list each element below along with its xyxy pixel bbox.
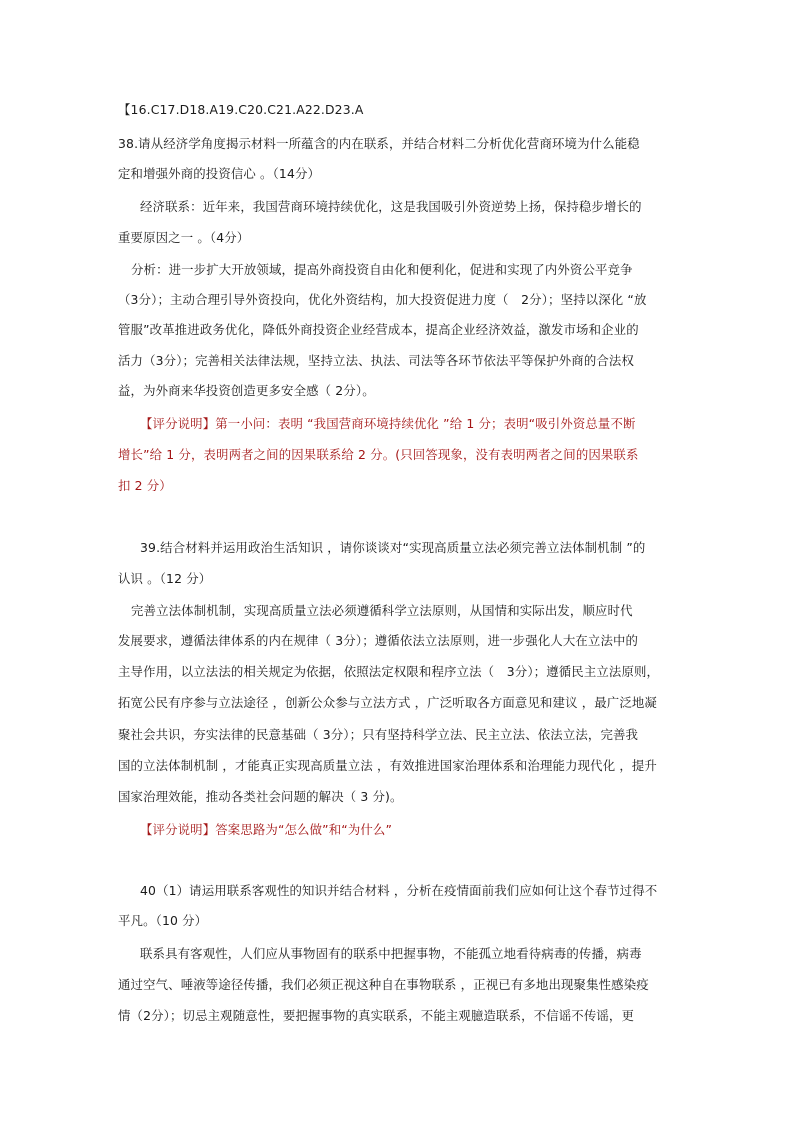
q40-answer-line-3: 情（2分）；切忌主观随意性，要把握事物的真实联系，不能主观臆造联系，不信谣不传谣，更: [118, 1008, 634, 1023]
q38-question-line-2: 定和增强外商的投资信心 。（14分）: [118, 166, 321, 181]
q38-econ-line-1: 经济联系：近年来，我国营商环境持续优化，这是我国吸引外资逆势上扬，保持稳步增长的: [140, 199, 642, 214]
q38-analysis-line-1: 分析：进一步扩大开放领域，提高外商投资自由化和便利化，促进和实现了内外资公平竞争: [131, 262, 633, 277]
q38-econ-line-2: 重要原因之一 。（4分）: [118, 230, 250, 245]
q39-answer-line-3: 主导作用，以立法法的相关规定为依据，依照法定权限和程序立法（ 3分）；遵循民主立法原则，: [118, 664, 660, 679]
q38-analysis-line-4: 活力（3分）；完善相关法律法规，坚持立法、执法、司法等各环节依法平等保护外商的合法权: [118, 353, 634, 368]
q38-scoring-line-2: 增长”给 1 分，表明两者之间的因果联系给 2 分。(只回答现象，没有表明两者之间的因果联系: [118, 447, 639, 462]
q40-question-line-1: 40（1）请运用联系客观性的知识并结合材料 ，分析在疫情面前我们应如何让这个春节过得不: [140, 883, 658, 898]
q39-answer-line-2: 发展要求，遵循法律体系的内在规律（ 3分）；遵循依法立法原则，进一步强化人大在立法中的: [118, 633, 639, 648]
q38-scoring-line-1: 【评分说明】第一小问：表明 “我国营商环境持续优化 ”给 1 分；表明“吸引外资总量不断: [140, 416, 636, 431]
q38-analysis-line-5: 益，为外商来华投资创造更多安全感（ 2分）。: [118, 383, 375, 398]
q40-answer-line-2: 通过空气、唾液等途径传播，我们必须正视这种自在事物联系 ，正视已有多地出现聚集性感染疫: [118, 977, 649, 992]
choice-answers-line: 【16.C17.D18.A19.C20.C21.A22.D23.A: [118, 102, 364, 117]
q39-question-line-1: 39.结合材料并运用政治生活知识 ，请你谈谈对“实现高质量立法必须完善立法体制机制 ”的: [140, 540, 646, 555]
q40-answer-line-1: 联系具有客观性，人们应从事物固有的联系中把握事物，不能孤立地看待病毒的传播，病毒: [140, 946, 642, 961]
q39-answer-line-7: 国家治理效能，推动各类社会问题的解决（ 3 分)。: [118, 789, 403, 804]
q38-analysis-line-3: 管服”改革推进政务优化，降低外商投资企业经营成本，提高企业经济效益，激发市场和企业的: [118, 322, 639, 337]
q40-question-line-2: 平凡。（10 分）: [118, 913, 208, 928]
q38-analysis-line-2: （3分）；主动合理引导外资投向，优化外资结构，加大投资促进力度（ 2分）；坚持以深化 “放: [118, 292, 647, 307]
q39-scoring-line: 【评分说明】答案思路为“怎么做”和“为什么”: [140, 822, 393, 837]
q39-answer-line-6: 国的立法体制机制 ，才能真正实现高质量立法 ，有效推进国家治理体系和治理能力现代化 ，提升: [118, 758, 657, 773]
q39-answer-line-1: 完善立法体制机制，实现高质量立法必须遵循科学立法原则，从国情和实际出发，顺应时代: [131, 603, 633, 618]
q39-answer-line-4: 拓宽公民有序参与立法途径 ，创新公众参与立法方式 ，广泛听取各方面意见和建议 ，最广泛地凝: [118, 695, 657, 710]
q39-answer-line-5: 聚社会共识，夯实法律的民意基础（ 3分）；只有坚持科学立法、民主立法、依法立法，完善我: [118, 727, 639, 742]
q38-question-line-1: 38.请从经济学角度揭示材料一所蕴含的内在联系，并结合材料二分析优化营商环境为什么能稳: [118, 136, 640, 151]
q38-scoring-line-3: 扣 2 分）: [118, 478, 172, 493]
q39-question-line-2: 认识 。（12 分）: [118, 571, 212, 586]
